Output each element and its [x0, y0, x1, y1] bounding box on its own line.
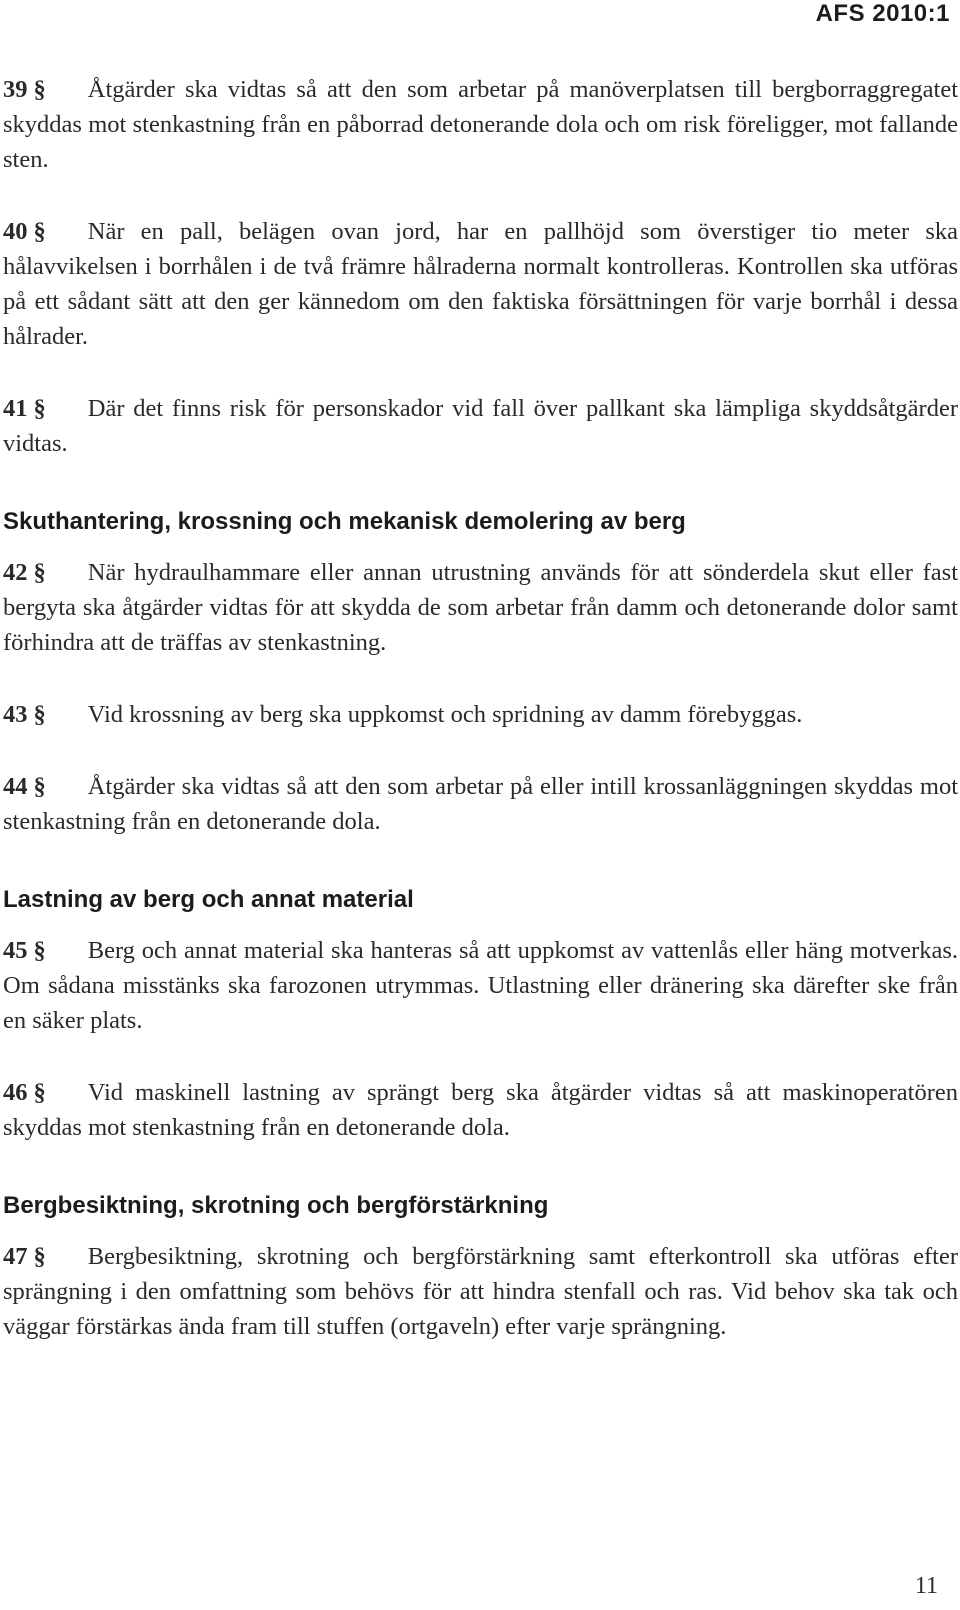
- section-42: [3, 555, 958, 660]
- section-45: [3, 933, 958, 1038]
- document-body: [3, 72, 958, 1381]
- section-symbol: §: [33, 773, 46, 800]
- section-text: Vid maskinell lastning av sprängt berg ska åtgärder vidtas så att maskinoperatören skyddas mot stenkastning från en detonerande dola.: [3, 1079, 958, 1141]
- section-41: [3, 391, 958, 461]
- heading-lastning: Lastning av berg och annat material: [3, 886, 414, 913]
- section-39: [3, 72, 958, 177]
- section-symbol: §: [33, 1243, 46, 1270]
- section-number: 43: [3, 701, 28, 728]
- section-44: [3, 769, 958, 839]
- section-46: [3, 1075, 958, 1145]
- section-number: 41: [3, 395, 28, 422]
- page-number: 11: [914, 1573, 938, 1599]
- section-symbol: §: [33, 395, 46, 422]
- section-number: 46: [3, 1079, 28, 1106]
- section-text: Berg och annat material ska hanteras så att uppkomst av vattenlås eller häng motverkas. Om sådana misstänks ska farozonen utrymmas. Utlastning eller dränering ska därefter ske från en säker plats.: [3, 937, 958, 1034]
- section-text: Åtgärder ska vidtas så att den som arbetar på eller intill krossanläggningen skyddas mot stenkastning från en detonerande dola.: [3, 773, 958, 835]
- section-number: 45: [3, 937, 28, 964]
- section-text: När hydraulhammare eller annan utrustning används för att sönderdela skut eller fast bergyta ska åtgärder vidtas för att skydda de som arbetar från damm och detonerande dolor samt förhindra att de träffas av stenkastning.: [3, 559, 958, 656]
- section-symbol: §: [33, 559, 46, 586]
- section-symbol: §: [33, 76, 46, 103]
- heading-bergbesiktning: Bergbesiktning, skrotning och bergförstärkning: [3, 1192, 549, 1219]
- section-text: Bergbesiktning, skrotning och bergförstärkning samt efterkontroll ska utföras efter sprängning i den omfattning som behövs för att hindra stenfall och ras. Vid behov ska tak och väggar förstärkas ända fram till stuffen (ortgaveln) efter varje sprängning.: [3, 1243, 958, 1340]
- section-number: 39: [3, 76, 28, 103]
- section-symbol: §: [33, 1079, 46, 1106]
- section-number: 44: [3, 773, 28, 800]
- section-text: När en pall, belägen ovan jord, har en pallhöjd som överstiger tio meter ska hålavvikelsen i borrhålen i de två främre hålraderna normalt kontrolleras. Kontrollen ska utföras på ett sådant sätt att den ger kännedom om den faktiska försättningen för varje borrhål i dessa hålrader.: [3, 218, 958, 350]
- section-text: Där det finns risk för personskador vid fall över pallkant ska lämpliga skyddsåtgärder vidtas.: [3, 395, 958, 457]
- document-code: AFS 2010:1: [815, 0, 950, 27]
- section-text: Vid krossning av berg ska uppkomst och spridning av damm förebyggas.: [87, 701, 803, 728]
- heading-skuthantering: Skuthantering, krossning och mekanisk demolering av berg: [3, 508, 686, 535]
- section-text: Åtgärder ska vidtas så att den som arbetar på manöverplatsen till bergborraggregatet skyddas mot stenkastning från en påborrad detonerande dola och om risk föreligger, mot fallande sten.: [3, 76, 958, 173]
- section-number: 42: [3, 559, 28, 586]
- section-number: 40: [3, 218, 28, 245]
- section-symbol: §: [33, 937, 46, 964]
- section-symbol: §: [33, 218, 46, 245]
- section-43: [3, 697, 958, 732]
- section-number: 47: [3, 1243, 28, 1270]
- section-40: [3, 214, 958, 354]
- section-47: [3, 1239, 958, 1344]
- section-symbol: §: [33, 701, 46, 728]
